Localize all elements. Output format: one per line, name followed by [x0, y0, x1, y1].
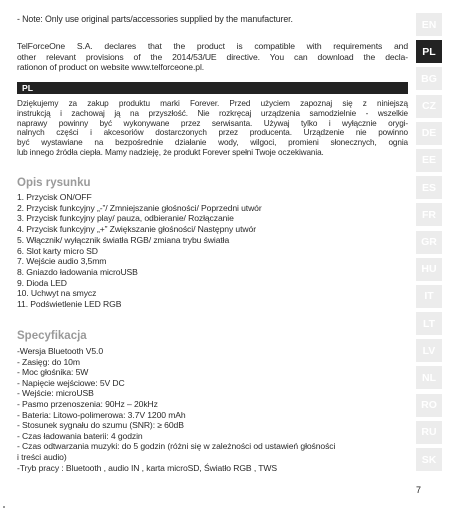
language-tab-hu[interactable]: HU: [416, 258, 442, 281]
spec-list: [17, 346, 417, 473]
list-item: 2. Przycisk funkcyjny „-”/ Zmniejszanie głośności/ Poprzedni utwór: [17, 202, 262, 213]
declaration-line: rationon of product on website www.telforceone.pl.: [17, 62, 205, 73]
spec-item: - Czas odtwarzania muzyki: do 5 godzin (różni się w zależności od ustawień głośności: [17, 441, 336, 452]
language-tab-ro[interactable]: RO: [416, 394, 442, 417]
spec-item: - Moc głośnika: 5W: [17, 367, 89, 378]
intro-description: [17, 99, 408, 158]
list-item: 3. Przycisk funkcyjny play/ pauza, odbieranie/ Rozłączanie: [17, 213, 234, 224]
language-tab-de[interactable]: DE: [416, 122, 442, 145]
declaration-paragraph: [17, 41, 408, 73]
language-tab-ru[interactable]: RU: [416, 421, 442, 444]
language-tab-es[interactable]: ES: [416, 176, 442, 199]
description-line: Dziękujemy za zakup produktu marki Forever. Przed użyciem zapoznaj się z niniejszą: [17, 99, 408, 108]
manufacturer-note: - Note: Only use original parts/accessories supplied by the manufacturer.: [17, 14, 293, 24]
description-line: instrukcją i zachowaj ją na przyszłość. Nie rozkręcaj urządzenia samodzielnie - wszelkie: [17, 108, 408, 118]
spec-item: - Stosunek sygnału do szumu (SNR): ≥ 60dB: [17, 420, 184, 431]
list-item: 8. Gniazdo ładowania microUSB: [17, 266, 138, 277]
list-item: 10. Uchwyt na smycz: [17, 288, 97, 299]
spec-item: -Wersja Bluetooth V5.0: [17, 346, 104, 356]
description-line: nalnych części i akcesoriów dostarczonych przez producenta. Urządzenie nie powinno: [17, 128, 408, 138]
language-tab-lt[interactable]: LT: [416, 312, 442, 335]
language-sidebar: [416, 13, 442, 475]
spec-item: i treści audio): [17, 451, 67, 462]
language-tab-it[interactable]: IT: [416, 285, 442, 308]
drawing-list: [17, 192, 417, 310]
language-tab-bg[interactable]: BG: [416, 67, 442, 90]
language-tab-ee[interactable]: EE: [416, 149, 442, 172]
list-item: 5. Włącznik/ wyłącznik światła RGB/ zmiana trybu światła: [17, 234, 230, 245]
spec-item: -Tryb pracy : Bluetooth , audio IN , karta microSD, Światło RGB , TWS: [17, 462, 278, 473]
spec-item: - Napięcie wejściowe: 5V DC: [17, 377, 125, 388]
spec-item: - Bateria: Litowo-polimerowa: 3.7V 1200 mAh: [17, 409, 186, 420]
list-item: 4. Przycisk funkcyjny „+” Zwiększanie głośności/ Następny utwór: [17, 224, 256, 235]
declaration-line: TelForceOne S.A. declares that the product is compatible with requirements and: [17, 41, 408, 51]
description-line: być wystawiane na bezpośrednie działanie wody, wilgoci, promieni słonecznych, ognia: [17, 138, 408, 148]
spec-item: - Pasmo przenoszenia: 90Hz – 20kHz: [17, 398, 158, 409]
language-tab-sk[interactable]: SK: [416, 448, 442, 471]
corner-mark: [3, 506, 5, 508]
list-item: 1. Przycisk ON/OFF: [17, 192, 92, 202]
spec-heading: Specyfikacja: [17, 330, 87, 342]
spec-item: - Wejście: microUSB: [17, 388, 94, 399]
language-tab-en[interactable]: EN: [416, 13, 442, 36]
language-tab-fr[interactable]: FR: [416, 203, 442, 226]
language-tab-nl[interactable]: NL: [416, 366, 442, 389]
list-item: 9. Dioda LED: [17, 277, 67, 288]
section-header-bar: PL: [17, 82, 408, 94]
language-tab-cz[interactable]: CZ: [416, 95, 442, 118]
description-line: lub innego źródła ciepła. Mamy nadzieję, że produkt Forever spełni Twoje oczekiwania.: [17, 147, 324, 157]
description-line: naprawy powinny być wykonywane przez serwisanta. Używaj tylko i wyłącznie orygi-: [17, 118, 408, 128]
list-item: 7. Wejście audio 3,5mm: [17, 256, 107, 267]
language-tab-gr[interactable]: GR: [416, 231, 442, 254]
spec-item: - Zasięg: do 10m: [17, 356, 80, 367]
language-tab-lv[interactable]: LV: [416, 339, 442, 362]
list-item: 6. Slot karty micro SD: [17, 245, 98, 256]
spec-item: - Czas ładowania baterii: 4 godzin: [17, 430, 143, 441]
drawing-heading: Opis rysunku: [17, 177, 91, 189]
declaration-line: other relevant provisions of the 2014/53/UE directive. You can download the decla-: [17, 51, 408, 62]
page-number: 7: [416, 485, 422, 495]
list-item: 11. Podświetlenie LED RGB: [17, 299, 122, 310]
language-tab-pl[interactable]: PL: [416, 40, 442, 63]
